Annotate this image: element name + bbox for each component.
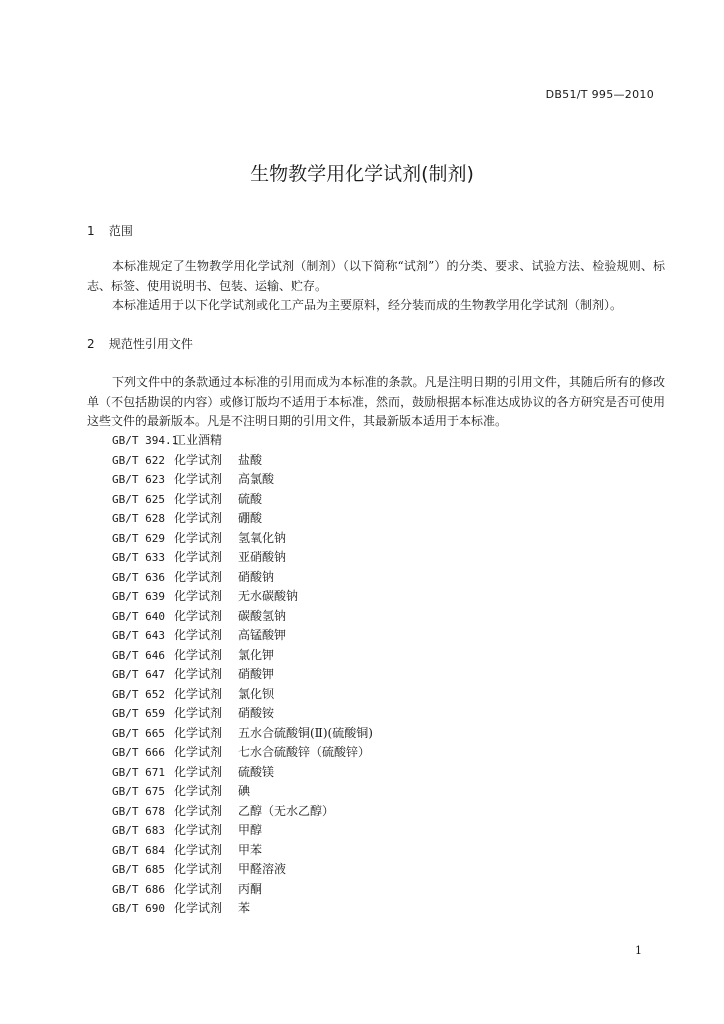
reference-code: GB/T 625 xyxy=(112,492,165,506)
reference-item xyxy=(112,860,373,880)
reference-category: 化学试剂 xyxy=(174,569,223,584)
reference-item xyxy=(112,802,373,822)
reference-item xyxy=(112,821,373,841)
reference-item xyxy=(112,665,373,685)
reference-category: 化学试剂 xyxy=(174,667,223,681)
reference-item xyxy=(112,451,373,471)
reference-name: 无水碳酸钠 xyxy=(238,589,299,603)
reference-category: 化学试剂 xyxy=(174,842,223,857)
reference-category: 化学试剂 xyxy=(174,647,223,662)
reference-name: 碘 xyxy=(238,784,251,798)
reference-name: 五水合硫酸铜(Ⅱ)(硫酸铜) xyxy=(238,725,373,740)
reference-name: 硝酸钾 xyxy=(238,667,275,681)
reference-code: GB/T 652 xyxy=(112,687,165,701)
reference-list xyxy=(112,431,373,919)
reference-code: GB/T 666 xyxy=(112,746,165,759)
reference-item xyxy=(112,763,373,783)
reference-name: 亚硝酸钠 xyxy=(238,550,287,564)
reference-code: GB/T 690 xyxy=(112,902,165,915)
reference-name: 硫酸镁 xyxy=(238,764,275,779)
reference-code: GB/T 671 xyxy=(112,765,165,779)
reference-item xyxy=(112,626,373,646)
reference-item xyxy=(112,880,373,900)
reference-category: 工业酒精 xyxy=(174,433,223,447)
reference-code: GB/T 636 xyxy=(112,570,165,584)
reference-category: 化学试剂 xyxy=(174,823,223,837)
section-2-number: 2 xyxy=(87,337,95,351)
reference-name: 氢氧化钠 xyxy=(238,530,287,545)
reference-code: GB/T 622 xyxy=(112,453,165,467)
reference-name: 硝酸钠 xyxy=(238,569,275,584)
reference-name: 乙醇（无水乙醇） xyxy=(238,803,335,818)
reference-code: GB/T 629 xyxy=(112,531,165,545)
reference-code: GB/T 639 xyxy=(112,590,165,603)
reference-name: 氯化钡 xyxy=(238,686,275,701)
section-1-title: 范围 xyxy=(108,224,133,238)
reference-code: GB/T 686 xyxy=(112,882,165,896)
reference-name: 硼酸 xyxy=(238,511,263,525)
reference-name: 碳酸氢钠 xyxy=(238,608,287,623)
reference-category: 化学试剂 xyxy=(174,803,223,818)
section-2-heading xyxy=(87,335,193,352)
reference-name: 苯 xyxy=(238,901,251,915)
reference-item xyxy=(112,607,373,627)
reference-item xyxy=(112,743,373,763)
reference-item xyxy=(112,782,373,802)
reference-category: 化学试剂 xyxy=(174,491,223,506)
reference-name: 七水合硫酸锌（硫酸锌） xyxy=(238,745,371,759)
reference-category: 化学试剂 xyxy=(174,901,223,915)
reference-category: 化学试剂 xyxy=(174,881,223,896)
page-number: 1 xyxy=(635,944,642,957)
scope-paragraph-2: 本标准适用于以下化学试剂或化工产品为主要原料，经分装而成的生物教学用化学试剂（制剂）。 xyxy=(112,298,623,312)
reference-code: GB/T 628 xyxy=(112,512,165,525)
reference-name: 氯化钾 xyxy=(238,647,275,662)
reference-item xyxy=(112,899,373,919)
reference-category: 化学试剂 xyxy=(174,862,223,876)
reference-code: GB/T 643 xyxy=(112,629,165,642)
standard-code: DB51/T 995—2010 xyxy=(545,88,654,101)
reference-code: GB/T 394.1 xyxy=(112,434,179,447)
scope-paragraph-1: 本标准规定了生物教学用化学试剂（制剂）（以下简称“试剂”）的分类、要求、试验方法、检验规则、标志、标签、使用说明书、包装、运输、贮存。 xyxy=(87,259,665,293)
reference-item xyxy=(112,646,373,666)
reference-item xyxy=(112,509,373,529)
reference-category: 化学试剂 xyxy=(174,628,223,642)
reference-item xyxy=(112,841,373,861)
reference-category: 化学试剂 xyxy=(174,511,223,525)
reference-category: 化学试剂 xyxy=(174,550,223,564)
reference-category: 化学试剂 xyxy=(174,589,223,603)
reference-category: 化学试剂 xyxy=(174,725,223,740)
reference-code: GB/T 633 xyxy=(112,551,165,564)
reference-item xyxy=(112,470,373,490)
reference-category: 化学试剂 xyxy=(174,706,223,720)
reference-code: GB/T 675 xyxy=(112,785,165,798)
reference-item xyxy=(112,568,373,588)
reference-name: 甲醛溶液 xyxy=(238,862,287,876)
reference-code: GB/T 684 xyxy=(112,843,165,857)
reference-code: GB/T 640 xyxy=(112,609,165,623)
reference-code: GB/T 659 xyxy=(112,707,165,720)
reference-item xyxy=(112,490,373,510)
reference-category: 化学试剂 xyxy=(174,764,223,779)
reference-item xyxy=(112,685,373,705)
reference-name: 盐酸 xyxy=(238,452,263,467)
reference-name: 高锰酸钾 xyxy=(238,628,287,642)
reference-category: 化学试剂 xyxy=(174,745,223,759)
reference-name: 硫酸 xyxy=(238,491,263,506)
reference-item xyxy=(112,724,373,744)
reference-item xyxy=(112,529,373,549)
reference-code: GB/T 678 xyxy=(112,804,165,818)
reference-code: GB/T 685 xyxy=(112,863,165,876)
reference-name: 丙酮 xyxy=(238,881,263,896)
reference-name: 甲苯 xyxy=(238,842,263,857)
reference-item xyxy=(112,431,373,451)
reference-category: 化学试剂 xyxy=(174,686,223,701)
reference-name: 硝酸铵 xyxy=(238,706,275,720)
reference-category: 化学试剂 xyxy=(174,530,223,545)
reference-item xyxy=(112,548,373,568)
section-1-heading xyxy=(87,222,133,239)
reference-name: 高氯酸 xyxy=(238,472,275,486)
reference-category: 化学试剂 xyxy=(174,608,223,623)
normative-references-intro: 下列文件中的条款通过本标准的引用而成为本标准的条款。凡是注明日期的引用文件，其随后所有的修改单（不包括勘误的内容）或修订版均不适用于本标准，然而，鼓励根据本标准达成协议的各方研究是否可使用这些文件的最新版本。凡是不注明日期的引用文件，其最新版本适用于本标准。 xyxy=(87,375,665,428)
reference-item xyxy=(112,704,373,724)
section-1-number: 1 xyxy=(87,224,95,238)
reference-code: GB/T 646 xyxy=(112,648,165,662)
reference-name: 甲醇 xyxy=(238,823,263,837)
reference-code: GB/T 647 xyxy=(112,668,165,681)
reference-category: 化学试剂 xyxy=(174,452,223,467)
reference-code: GB/T 623 xyxy=(112,473,165,486)
reference-category: 化学试剂 xyxy=(174,472,223,486)
document-title: 生物教学用化学试剂(制剂) xyxy=(250,163,474,185)
reference-category: 化学试剂 xyxy=(174,784,223,798)
reference-code: GB/T 683 xyxy=(112,824,165,837)
section-2-title: 规范性引用文件 xyxy=(108,337,193,351)
reference-code: GB/T 665 xyxy=(112,726,165,740)
reference-item xyxy=(112,587,373,607)
